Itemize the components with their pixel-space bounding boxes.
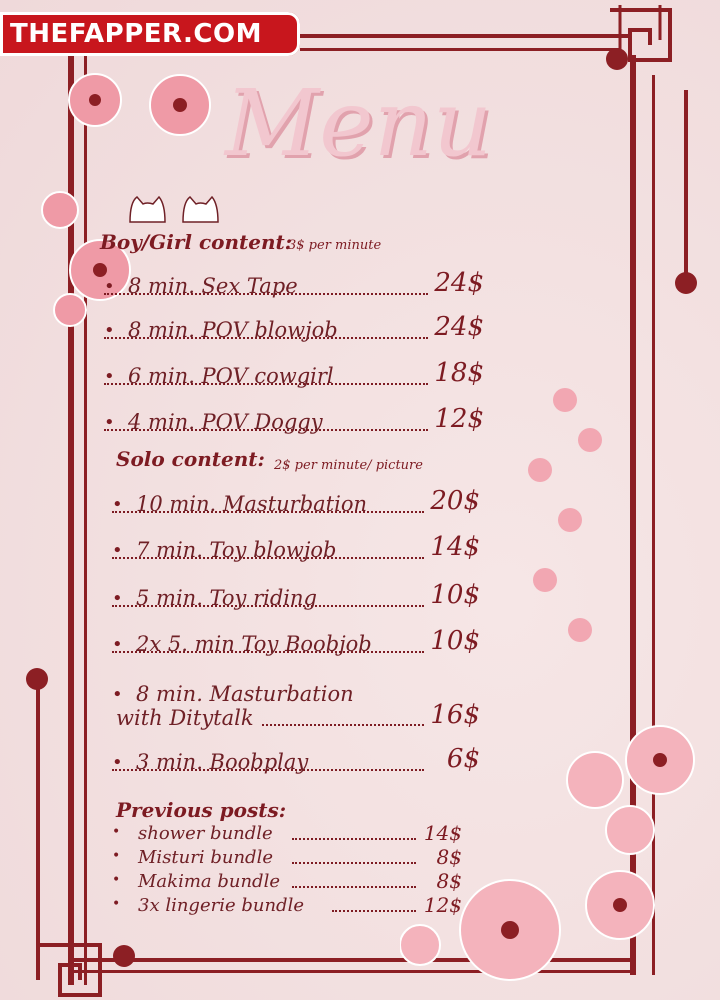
- item-price: 24$: [434, 268, 484, 298]
- list-item: • 8 min. Sex Tape 24$: [104, 268, 484, 298]
- item-price: 14$: [430, 532, 480, 562]
- item-price: 20$: [430, 486, 480, 516]
- list-item: • 8 min. Masturbation with Ditytalk 16$: [112, 682, 480, 730]
- item-name: 2x 5. min Toy Boobjob: [136, 632, 372, 656]
- item-price: 10$: [430, 580, 480, 610]
- item-price: 12$: [434, 404, 484, 434]
- list-item: • Misturi bundle 8$: [112, 845, 462, 869]
- frame-line: [684, 90, 688, 280]
- item-name: 10 min. Masturbation: [136, 492, 367, 516]
- item-name: Misturi bundle: [138, 847, 273, 868]
- solo-rate: 2$ per minute/ picture: [274, 458, 423, 473]
- item-name: 7 min. Toy blowjob: [136, 538, 337, 562]
- item-price: 24$: [434, 312, 484, 342]
- list-item: • 4 min. POV Doggy 12$: [104, 404, 484, 434]
- item-price: 8$: [436, 869, 462, 893]
- frame-line: [300, 48, 620, 51]
- previous-heading: Previous posts:: [116, 798, 287, 822]
- list-item: • 7 min. Toy blowjob 14$: [112, 532, 480, 562]
- item-name: Makima bundle: [138, 871, 280, 892]
- watermark-banner: [0, 12, 300, 56]
- list-item: • 3x lingerie bundle 12$: [112, 893, 462, 917]
- boy-girl-rate: 3$ per minute: [288, 238, 382, 253]
- cat-faces-icon: [125, 192, 225, 228]
- menu-title: Menu: [225, 70, 493, 177]
- list-item: • 5 min. Toy riding 10$: [112, 580, 480, 610]
- list-item: • Makima bundle 8$: [112, 869, 462, 893]
- corner-knot-icon: [600, 0, 680, 70]
- boy-girl-heading: Boy/Girl content:: [100, 230, 293, 254]
- item-name: 3 min. Boobplay: [136, 750, 309, 774]
- item-price: 16$: [430, 700, 480, 730]
- frame-dot: [675, 272, 697, 294]
- item-price: 8$: [436, 845, 462, 869]
- item-name-line2: with Ditytalk: [116, 706, 254, 730]
- item-price: 12$: [423, 893, 462, 917]
- item-name: 5 min. Toy riding: [136, 586, 317, 610]
- frame-line: [300, 34, 630, 38]
- list-item: • 8 min. POV blowjob 24$: [104, 312, 484, 342]
- watermark-text: THEFAPPER.COM: [10, 19, 262, 49]
- item-price: 10$: [430, 626, 480, 656]
- cherry-blossom-icon: [510, 380, 620, 660]
- list-item: • 3 min. Boobplay 6$: [112, 744, 480, 774]
- list-item: • 2x 5. min Toy Boobjob 10$: [112, 626, 480, 656]
- solo-heading: Solo content:: [116, 447, 265, 471]
- list-item: • shower bundle 14$: [112, 821, 462, 845]
- item-name: shower bundle: [138, 823, 273, 844]
- frame-dot: [113, 945, 135, 967]
- list-item: • 10 min. Masturbation 20$: [112, 486, 480, 516]
- item-name: 8 min. Sex Tape: [128, 274, 298, 298]
- item-name: 8 min. POV blowjob: [128, 318, 338, 342]
- item-name: 8 min. Masturbation: [136, 682, 354, 706]
- item-name: 4 min. POV Doggy: [128, 410, 323, 434]
- item-name: 6 min. POV cowgirl: [128, 364, 334, 388]
- list-item: • 6 min. POV cowgirl 18$: [104, 358, 484, 388]
- item-price: 6$: [446, 744, 480, 774]
- item-name: 3x lingerie bundle: [138, 895, 304, 916]
- item-price: 18$: [434, 358, 484, 388]
- corner-knot-icon: [30, 935, 110, 1000]
- item-price: 14$: [423, 821, 462, 845]
- frame-dot: [26, 668, 48, 690]
